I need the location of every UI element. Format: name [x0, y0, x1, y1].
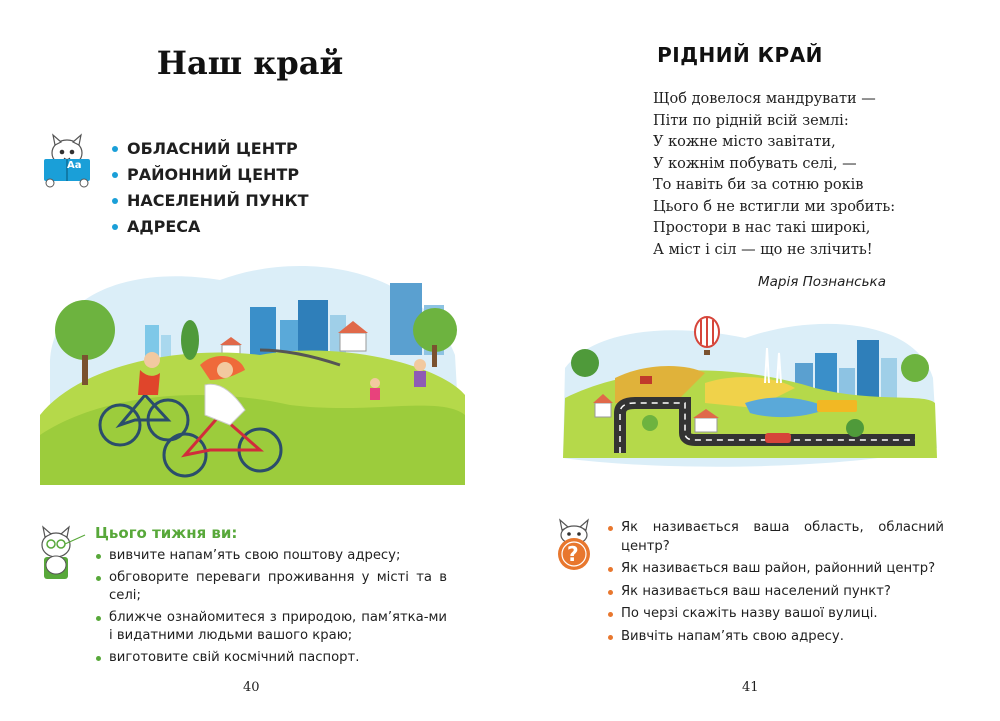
page-title: Наш край [156, 44, 344, 82]
question-item: Вивчіть напам’ять свою адресу. [608, 628, 944, 647]
park-cycling-illustration [40, 245, 465, 485]
question-mark-icon: ? [567, 542, 579, 566]
page-title: РІДНИЙ КРАЙ [657, 43, 823, 67]
poem-author: Марія Познанська [758, 274, 886, 290]
key-terms-list [112, 136, 309, 240]
questions-list [608, 519, 944, 650]
list-item: ближче ознайомитеся з природою, пам’ятка-ми і видатними людьми вашого краю; [95, 609, 447, 646]
page-number: 40 [243, 680, 260, 695]
poem [653, 89, 895, 261]
poem-line: У кожнім побувать селі, — [653, 155, 857, 172]
term-item: НАСЕЛЕНИЙ ПУНКТ [112, 188, 309, 214]
question-item: Як називається ваш населений пункт? [608, 583, 944, 602]
poem-line: Простори в нас такі широкі, [653, 220, 871, 236]
right-page [500, 0, 1000, 721]
page-number: 41 [742, 680, 759, 695]
list-item: виготовите свій космічний паспорт. [95, 649, 447, 668]
question-item: По черзі скажіть назву вашої вулиці. [608, 605, 944, 624]
book-icon-label: Aa [67, 160, 82, 171]
cat-with-glasses-icon [30, 525, 90, 583]
list-item: вивчите напам’ять свою поштову адресу; [95, 547, 447, 566]
countryside-city-illustration [555, 308, 940, 473]
question-item: Як називається ваша область, обласний центр? [608, 519, 944, 556]
this-week-list [95, 547, 447, 670]
poem-line: То навіть би за сотню років [653, 177, 864, 193]
poem-line: Щоб довелося мандрувати — [653, 91, 876, 107]
term-item: РАЙОННИЙ ЦЕНТР [112, 162, 309, 188]
poem-line: А міст і сіл — що не злічить! [653, 241, 873, 258]
list-item: обговорите переваги проживання у місті та в селі; [95, 569, 447, 606]
this-week-heading: Цього тижня ви: [95, 524, 238, 542]
term-item: ОБЛАСНИЙ ЦЕНТР [112, 136, 309, 162]
poem-line: У кожне місто завітати, [653, 134, 836, 150]
term-item: АДРЕСА [112, 214, 309, 240]
poem-line: Піти по рідній всій землі: [653, 112, 849, 129]
poem-line: Цього б не встигли ми зробить: [653, 198, 896, 215]
question-item: Як називається ваш район, районний центр? [608, 560, 944, 579]
